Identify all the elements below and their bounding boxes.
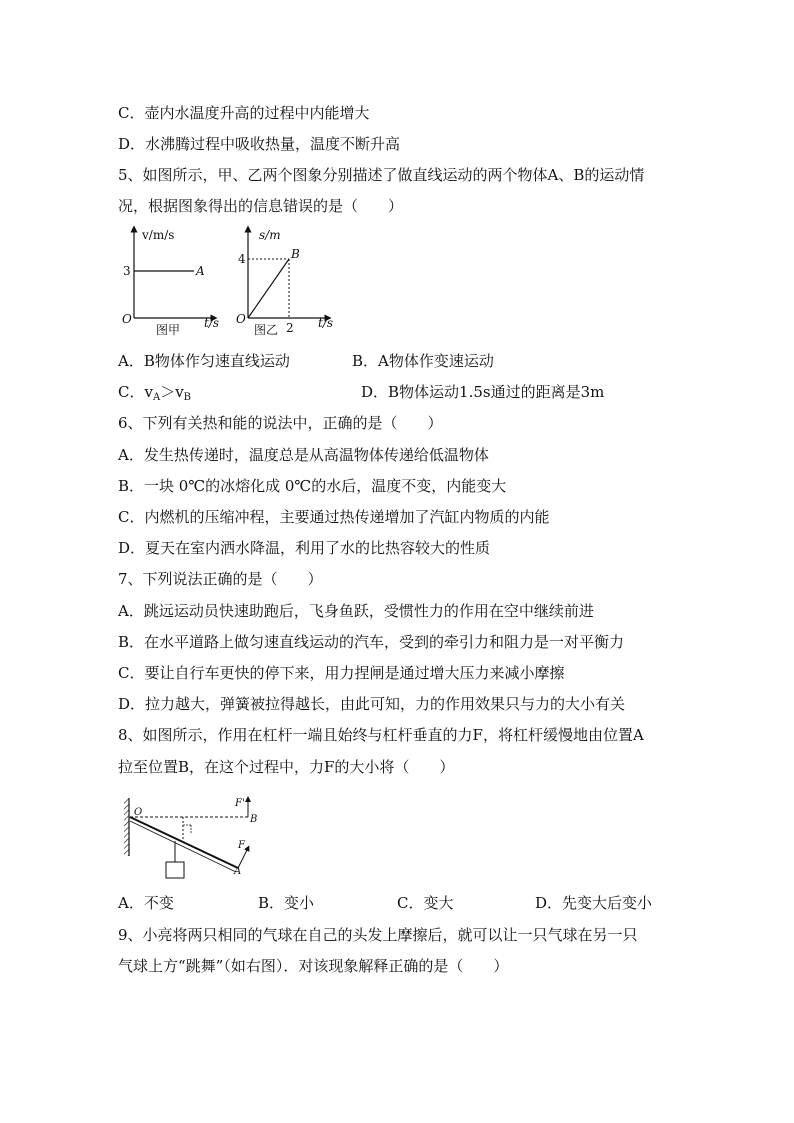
q7-option-b: B．在水平道路上做匀速直线运动的汽车，受到的牵引力和阻力是一对平衡力 — [118, 633, 625, 651]
q6-option-c: C．内燃机的压缩冲程，主要通过热传递增加了汽缸内物质的内能 — [118, 508, 550, 526]
jia-caption: 图甲 — [156, 323, 181, 337]
lever-pivot-label: O — [134, 807, 143, 818]
q8-option-c: C．变大 — [397, 894, 454, 912]
yi-line-b — [248, 259, 289, 318]
q8-stem-line1: 8、如图所示，作用在杠杆一端且始终与杠杆垂直的力F，将杠杆缓慢地由位置A — [118, 726, 644, 744]
lever-force-bottom-label: F — [238, 840, 245, 851]
q6-stem: 6、下列有关热和能的说法中，正确的是（ ） — [118, 414, 443, 432]
q8-option-b: B．变小 — [258, 894, 315, 912]
q5-option-d: D．B物体运动1.5s通过的距离是3m — [361, 383, 605, 401]
q7-stem: 7、下列说法正确的是（ ） — [118, 570, 323, 588]
q4-option-d: D．水沸腾过程中吸收热量，温度不断升高 — [118, 135, 401, 153]
q8-option-d: D．先变大后变小 — [535, 894, 653, 912]
yi-x-axis-label: t/s — [318, 316, 334, 330]
q9-stem-line1: 9、小亮将两只相同的气球在自己的头发上摩擦后，就可以让一只气球在另一只 — [118, 926, 638, 944]
q5-option-c — [118, 382, 191, 408]
graph-yi — [232, 225, 342, 340]
q6-option-b: B．一块 0℃的冰熔化成 0℃的水后，温度不变，内能变大 — [118, 477, 507, 495]
wall-hatch — [124, 798, 129, 856]
q5-option-b: B．A物体作变速运动 — [352, 352, 494, 370]
graph-jia — [118, 225, 228, 340]
yi-x-tick: 2 — [286, 321, 294, 335]
jia-origin: O — [122, 312, 132, 326]
q5-option-c-prefix: C．v — [118, 383, 153, 401]
lever-force-top-label: F' — [235, 798, 245, 809]
lever-position-a-label: A — [234, 866, 242, 877]
q8-option-a: A．不变 — [118, 894, 174, 912]
yi-origin: O — [236, 312, 246, 326]
force-arrow-bottom — [238, 848, 248, 868]
yi-y-tick: 4 — [238, 252, 246, 266]
yi-caption: 图乙 — [254, 323, 279, 337]
q9-stem-line2: 气球上方“跳舞”（如右图）．对该现象解释正确的是（ ） — [118, 957, 509, 975]
jia-y-tick: 3 — [123, 264, 131, 278]
q7-option-d: D．拉力越大，弹簧被拉得越长，由此可知，力的作用效果只与力的大小有关 — [118, 695, 626, 713]
q8-stem-line2: 拉至位置B，在这个过程中，力F的大小将（ ） — [118, 758, 455, 776]
lever-figure — [120, 790, 270, 890]
q5-option-c-sub-b: B — [183, 392, 192, 403]
q6-option-a: A．发生热传递时，温度总是从高温物体传递给低温物体 — [118, 446, 489, 464]
q4-option-c: C．壶内水温度升高的过程中内能增大 — [118, 104, 370, 122]
q5-stem-line2: 况，根据图象得出的信息错误的是（ ） — [118, 197, 404, 215]
yi-y-axis-label: s/m — [259, 228, 281, 242]
q5-option-c-sub-a: A — [152, 392, 161, 403]
q5-stem-line1: 5、如图所示，甲、乙两个图象分别描述了做直线运动的两个物体A、B的运动情 — [118, 166, 645, 184]
q7-option-a: A．跳远运动员快速助跑后，飞身鱼跃，受惯性力的作用在空中继续前进 — [118, 602, 594, 620]
weight-block — [166, 862, 184, 878]
jia-line-a-label: A — [196, 264, 205, 278]
lever-position-b-label: B — [250, 814, 258, 825]
q6-option-d: D．夏天在室内洒水降温，利用了水的比热容较大的性质 — [118, 539, 491, 557]
q5-option-a: A．B物体作匀速直线运动 — [118, 352, 290, 370]
jia-x-axis-label: t/s — [204, 316, 220, 330]
jia-y-axis-label: v/m/s — [142, 228, 175, 242]
q7-option-c: C．要让自行车更快的停下来，用力捏闸是通过增大压力来减小摩擦 — [118, 664, 565, 682]
yi-point-b-label: B — [291, 247, 300, 261]
q5-option-c-gt: ＞v — [160, 383, 184, 401]
